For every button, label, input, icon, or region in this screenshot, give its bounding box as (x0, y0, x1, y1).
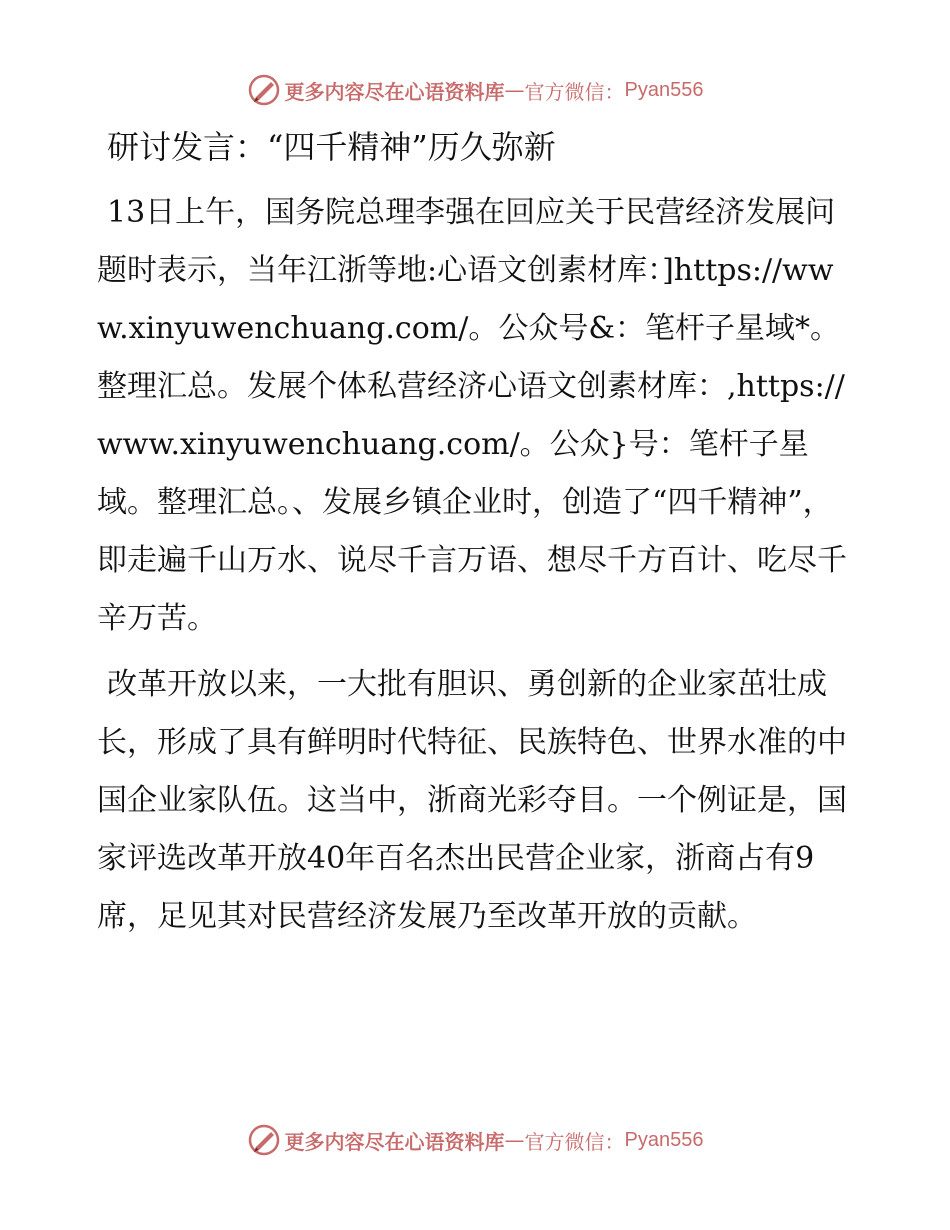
banner-wechat-label: 官方微信： (524, 1129, 625, 1154)
pen-logo-icon (247, 73, 281, 107)
banner-text: 更多内容尽在心语资料库 (284, 79, 505, 104)
banner-wechat-id: Pyan556 (624, 78, 704, 101)
footer-watermark-banner (0, 1120, 950, 1160)
paragraph-1: 13日上午，国务院总理李强在回应关于民营经济发展问题时表示，当年江浙等地:心语文创素材库：]https://www.xinyuwenchuang.com/。公众号&：笔杆子星域*。整理汇总。发展个体私营经济心语文创素材库：,https://www.xinyuwenchuang.com/。公众}号：笔杆子星域。整理汇总。、发展乡镇企业时，创造了“四千精神”，即走遍千山万水、说尽千言万语、想尽千方百计、吃尽千辛万苦。 (97, 195, 847, 636)
pen-logo-icon (247, 1123, 281, 1157)
banner-separator: — (504, 78, 525, 102)
banner-text: 更多内容尽在心语资料库 (284, 1129, 505, 1154)
document-body (97, 122, 852, 954)
header-watermark-banner (0, 70, 950, 110)
paragraph-2: 改革开放以来，一大批有胆识、勇创新的企业家茁壮成长，形成了具有鲜明时代特征、民族特色、世界水准的中国企业家队伍。这当中，浙商光彩夺目。一个例证是，国家评选改革开放40年百名杰出民营企业家，浙商占有9席，足见其对民营经济发展乃至改革开放的贡献。 (97, 667, 847, 934)
document-title: 研讨发言：“四千精神”历久弥新 (107, 128, 556, 166)
banner-wechat-label: 官方微信： (524, 79, 625, 104)
banner-wechat-id: Pyan556 (624, 1128, 704, 1151)
banner-separator: — (504, 1128, 525, 1152)
